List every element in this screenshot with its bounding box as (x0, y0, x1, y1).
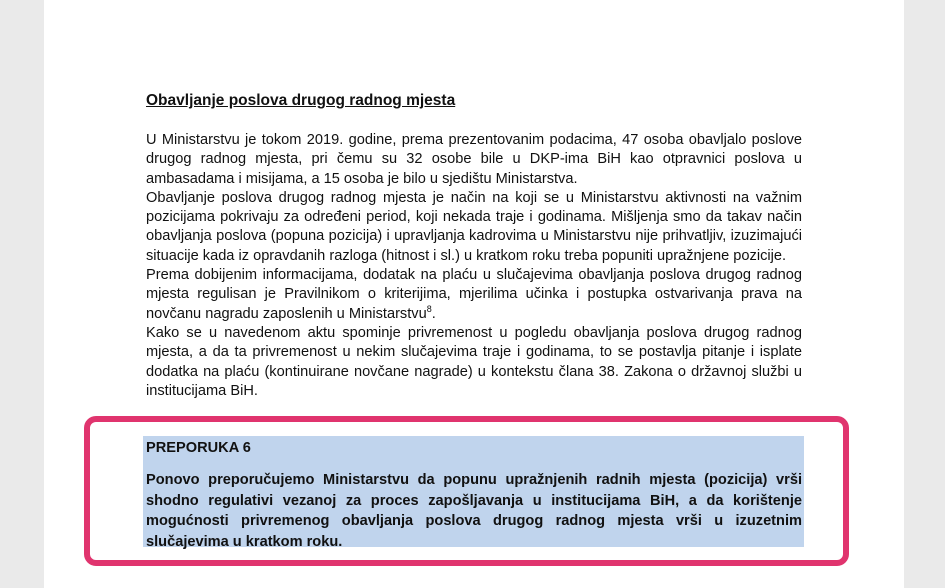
paragraph-3-text: Prema dobijenim informacijama, dodatak na plaću u slučajevima obavljanja poslova drugog radnog mjesta regulisan je Pravilnikom o kriterijima, mjerilima učinka i postupka ostvarivanja prava na novčanu nagradu zaposlenih u Ministarstvu (146, 267, 802, 322)
annotation-frame (84, 416, 849, 566)
recommendation-text: Ponovo preporučujemo Ministarstvu da popunu upražnjenih radnih mjesta (pozicija) vrši shodno regulativi vezanoj za proces zapošljavanja u institucijama BiH, a da korištenje mogućnosti privremenog obavljanja poslova drugog radnog mjesta vrši u izuzetnim slučajevima u kratkom roku. (146, 472, 802, 550)
footnote-reference[interactable]: 8 (426, 303, 432, 314)
paragraph-2: Obavljanje poslova drugog radnog mjesta je način na koji se u Ministarstvu aktivnosti na važnim pozicijama pokrivaju za određeni period, koji nekada traje i godinama. Mišljenja smo da takav način obavljanja poslova (popuna pozicija) i upravljanja kadrovima u Ministarstvu nije prihvatljiv, izuzimajući situacije kada iz opravdanih razloga (hitnost i sl.) u kratkom roku treba popuniti upražnjene pozicije. (146, 189, 802, 264)
paragraph-3 (146, 266, 802, 324)
recommendation-title: PREPORUKA 6 (146, 440, 251, 456)
section-body (146, 131, 802, 415)
paragraph-1: U Ministarstvu je tokom 2019. godine, prema prezentovanim podacima, 47 osoba obavljalo poslove drugog radnog mjesta, pri čemu su 32 osobe bile u DKP-ima BiH kao otpravnici poslova u ambasadama i misijama, a 15 osoba je bilo u sjedištu Ministarstva. (146, 132, 802, 187)
paragraph-3-end: . (431, 305, 436, 322)
paragraph-4: Kako se u navedenom aktu spominje privremenost u pogledu obavljanja poslova drugog radnog mjesta, a da ta privremenost u nekim slučajevima traje i godinama, to se postavlja pitanje i isplate dodatka na plaću (kontinuirane novčane nagrade) u kontekstu člana 38. Zakona o državnoj službi u institucijama BiH. (146, 324, 802, 399)
section-heading: Obavljanje poslova drugog radnog mjesta (146, 92, 456, 109)
